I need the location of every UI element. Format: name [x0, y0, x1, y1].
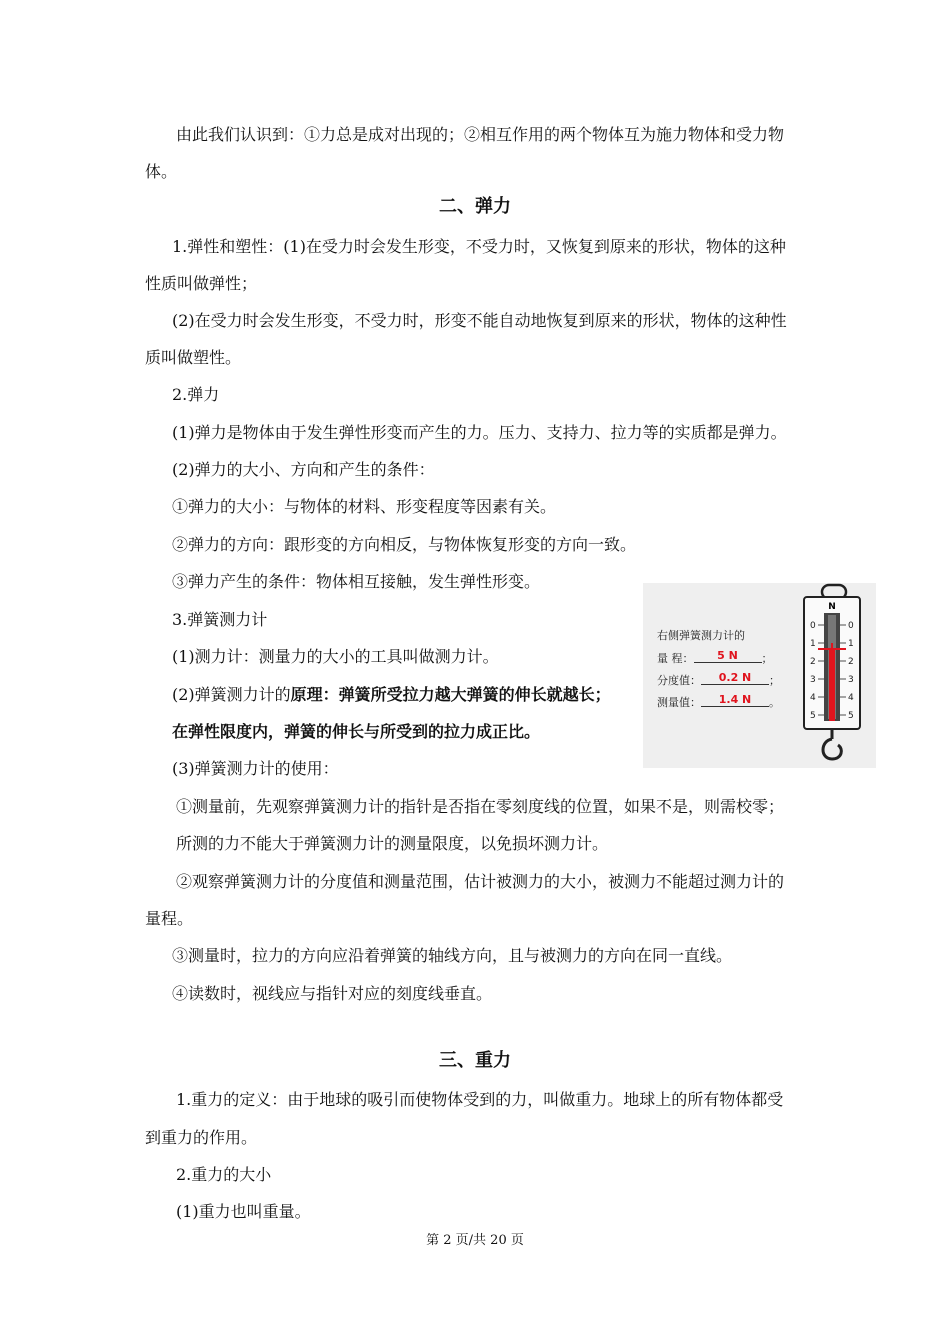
usage-1-line-1: ①测量前，先观察弹簧测力计的指针是否指在零刻度线的位置，如果不是，则需校零； [176, 797, 785, 816]
elastic-force-conditions: ③弹力产生的条件：物体相互接触，发生弹性形变。 [172, 572, 541, 591]
scale-right-2: 2 [848, 657, 854, 667]
elastic-force-magnitude: ①弹力的大小：与物体的材料、形变程度等因素有关。 [172, 497, 557, 516]
paragraph-plasticity-line-2: 质叫做塑性。 [145, 348, 242, 367]
scale-left-3: 3 [810, 675, 816, 685]
spring-scale-principle [172, 684, 611, 706]
reading-end: 。 [769, 696, 780, 709]
scale-left-2: 2 [810, 657, 816, 667]
scale-left-1: 1 [810, 639, 816, 649]
spring-scale-icon [800, 583, 872, 768]
subheading-elastic-force: 2.弹力 [172, 385, 220, 404]
scale-left-4: 4 [810, 693, 816, 703]
usage-3: ③测量时，拉力的方向应沿着弹簧的轴线方向，且与被测力的方向在同一直线。 [172, 946, 733, 965]
scale-right-0: 0 [848, 621, 854, 631]
paragraph-elasticity-line-1: 1.弹性和塑性：(1)在受力时会发生形变，不受力时，又恢复到原来的形状，物体的这种 [172, 237, 786, 256]
spring-scale-figure [643, 583, 876, 768]
range-sep: ； [761, 652, 773, 665]
reading-value: 1.4 N [701, 693, 769, 707]
figure-reading-row [657, 694, 780, 710]
usage-2-line-1: ②观察弹簧测力计的分度值和测量范围，估计被测力的大小，被测力不能超过测力计的 [176, 872, 785, 891]
principle-prefix: (2)弹簧测力计的 [172, 685, 291, 704]
figure-division-row [657, 672, 780, 688]
elastic-force-direction: ②弹力的方向：跟形变的方向相反，与物体恢复形变的方向一致。 [172, 535, 637, 554]
scale-right-5: 5 [848, 711, 854, 721]
section-heading-gravity: 三、重力 [439, 1050, 511, 1071]
spring-scale-principle-line-2: 在弹性限度内，弹簧的伸长与所受到的拉力成正比。 [172, 722, 541, 741]
usage-4: ④读数时，视线应与指针对应的刻度线垂直。 [172, 984, 493, 1003]
paragraph-elasticity-line-2: 性质叫做弹性； [145, 274, 258, 293]
gravity-weight: (1)重力也叫重量。 [176, 1202, 311, 1221]
scale-right-3: 3 [848, 675, 854, 685]
division-label: 分度值： [657, 674, 701, 687]
elastic-force-definition: (1)弹力是物体由于发生弹性形变而产生的力。压力、支持力、拉力等的实质都是弹力。 [172, 423, 787, 442]
principle-bold: 原理：弹簧所受拉力越大弹簧的伸长就越长； [290, 685, 611, 704]
scale-left-5: 5 [810, 711, 816, 721]
figure-range-row [657, 650, 773, 666]
intro-line-1: 由此我们认识到：①力总是成对出现的；②相互作用的两个物体互为施力物体和受力物 [176, 125, 785, 144]
elastic-force-properties: (2)弹力的大小、方向和产生的条件： [172, 460, 435, 479]
usage-1-line-2: 所测的力不能大于弹簧测力计的测量限度，以免损坏测力计。 [176, 834, 609, 853]
division-value: 0.2 N [701, 671, 769, 685]
scale-right-4: 4 [848, 693, 854, 703]
figure-caption: 右侧弹簧测力计的 [657, 629, 745, 642]
usage-2-line-2: 量程。 [145, 909, 194, 928]
subheading-spring-scale: 3.弹簧测力计 [172, 610, 268, 629]
range-label: 量 程： [657, 652, 694, 665]
scale-left-0: 0 [810, 621, 816, 631]
page-footer: 第 2 页/共 20 页 [426, 1233, 524, 1248]
reading-label: 测量值： [657, 696, 701, 709]
spring-scale-usage-title: (3)弹簧测力计的使用： [172, 759, 339, 778]
unit-n-label: N [828, 602, 836, 612]
range-value: 5 N [694, 649, 762, 663]
gravity-definition-line-1: 1.重力的定义：由于地球的吸引而使物体受到的力，叫做重力。地球上的所有物体都受 [176, 1090, 784, 1109]
intro-line-2: 体。 [145, 162, 178, 181]
scale-right-1: 1 [848, 639, 854, 649]
gravity-definition-line-2: 到重力的作用。 [145, 1128, 258, 1147]
section-heading-elasticity: 二、弹力 [439, 196, 511, 217]
division-sep: ； [769, 674, 780, 687]
subheading-gravity-magnitude: 2.重力的大小 [176, 1165, 272, 1184]
dynamometer-definition: (1)测力计：测量力的大小的工具叫做测力计。 [172, 647, 499, 666]
paragraph-plasticity-line-1: (2)在受力时会发生形变，不受力时，形变不能自动地恢复到原来的形状，物体的这种性 [172, 311, 787, 330]
